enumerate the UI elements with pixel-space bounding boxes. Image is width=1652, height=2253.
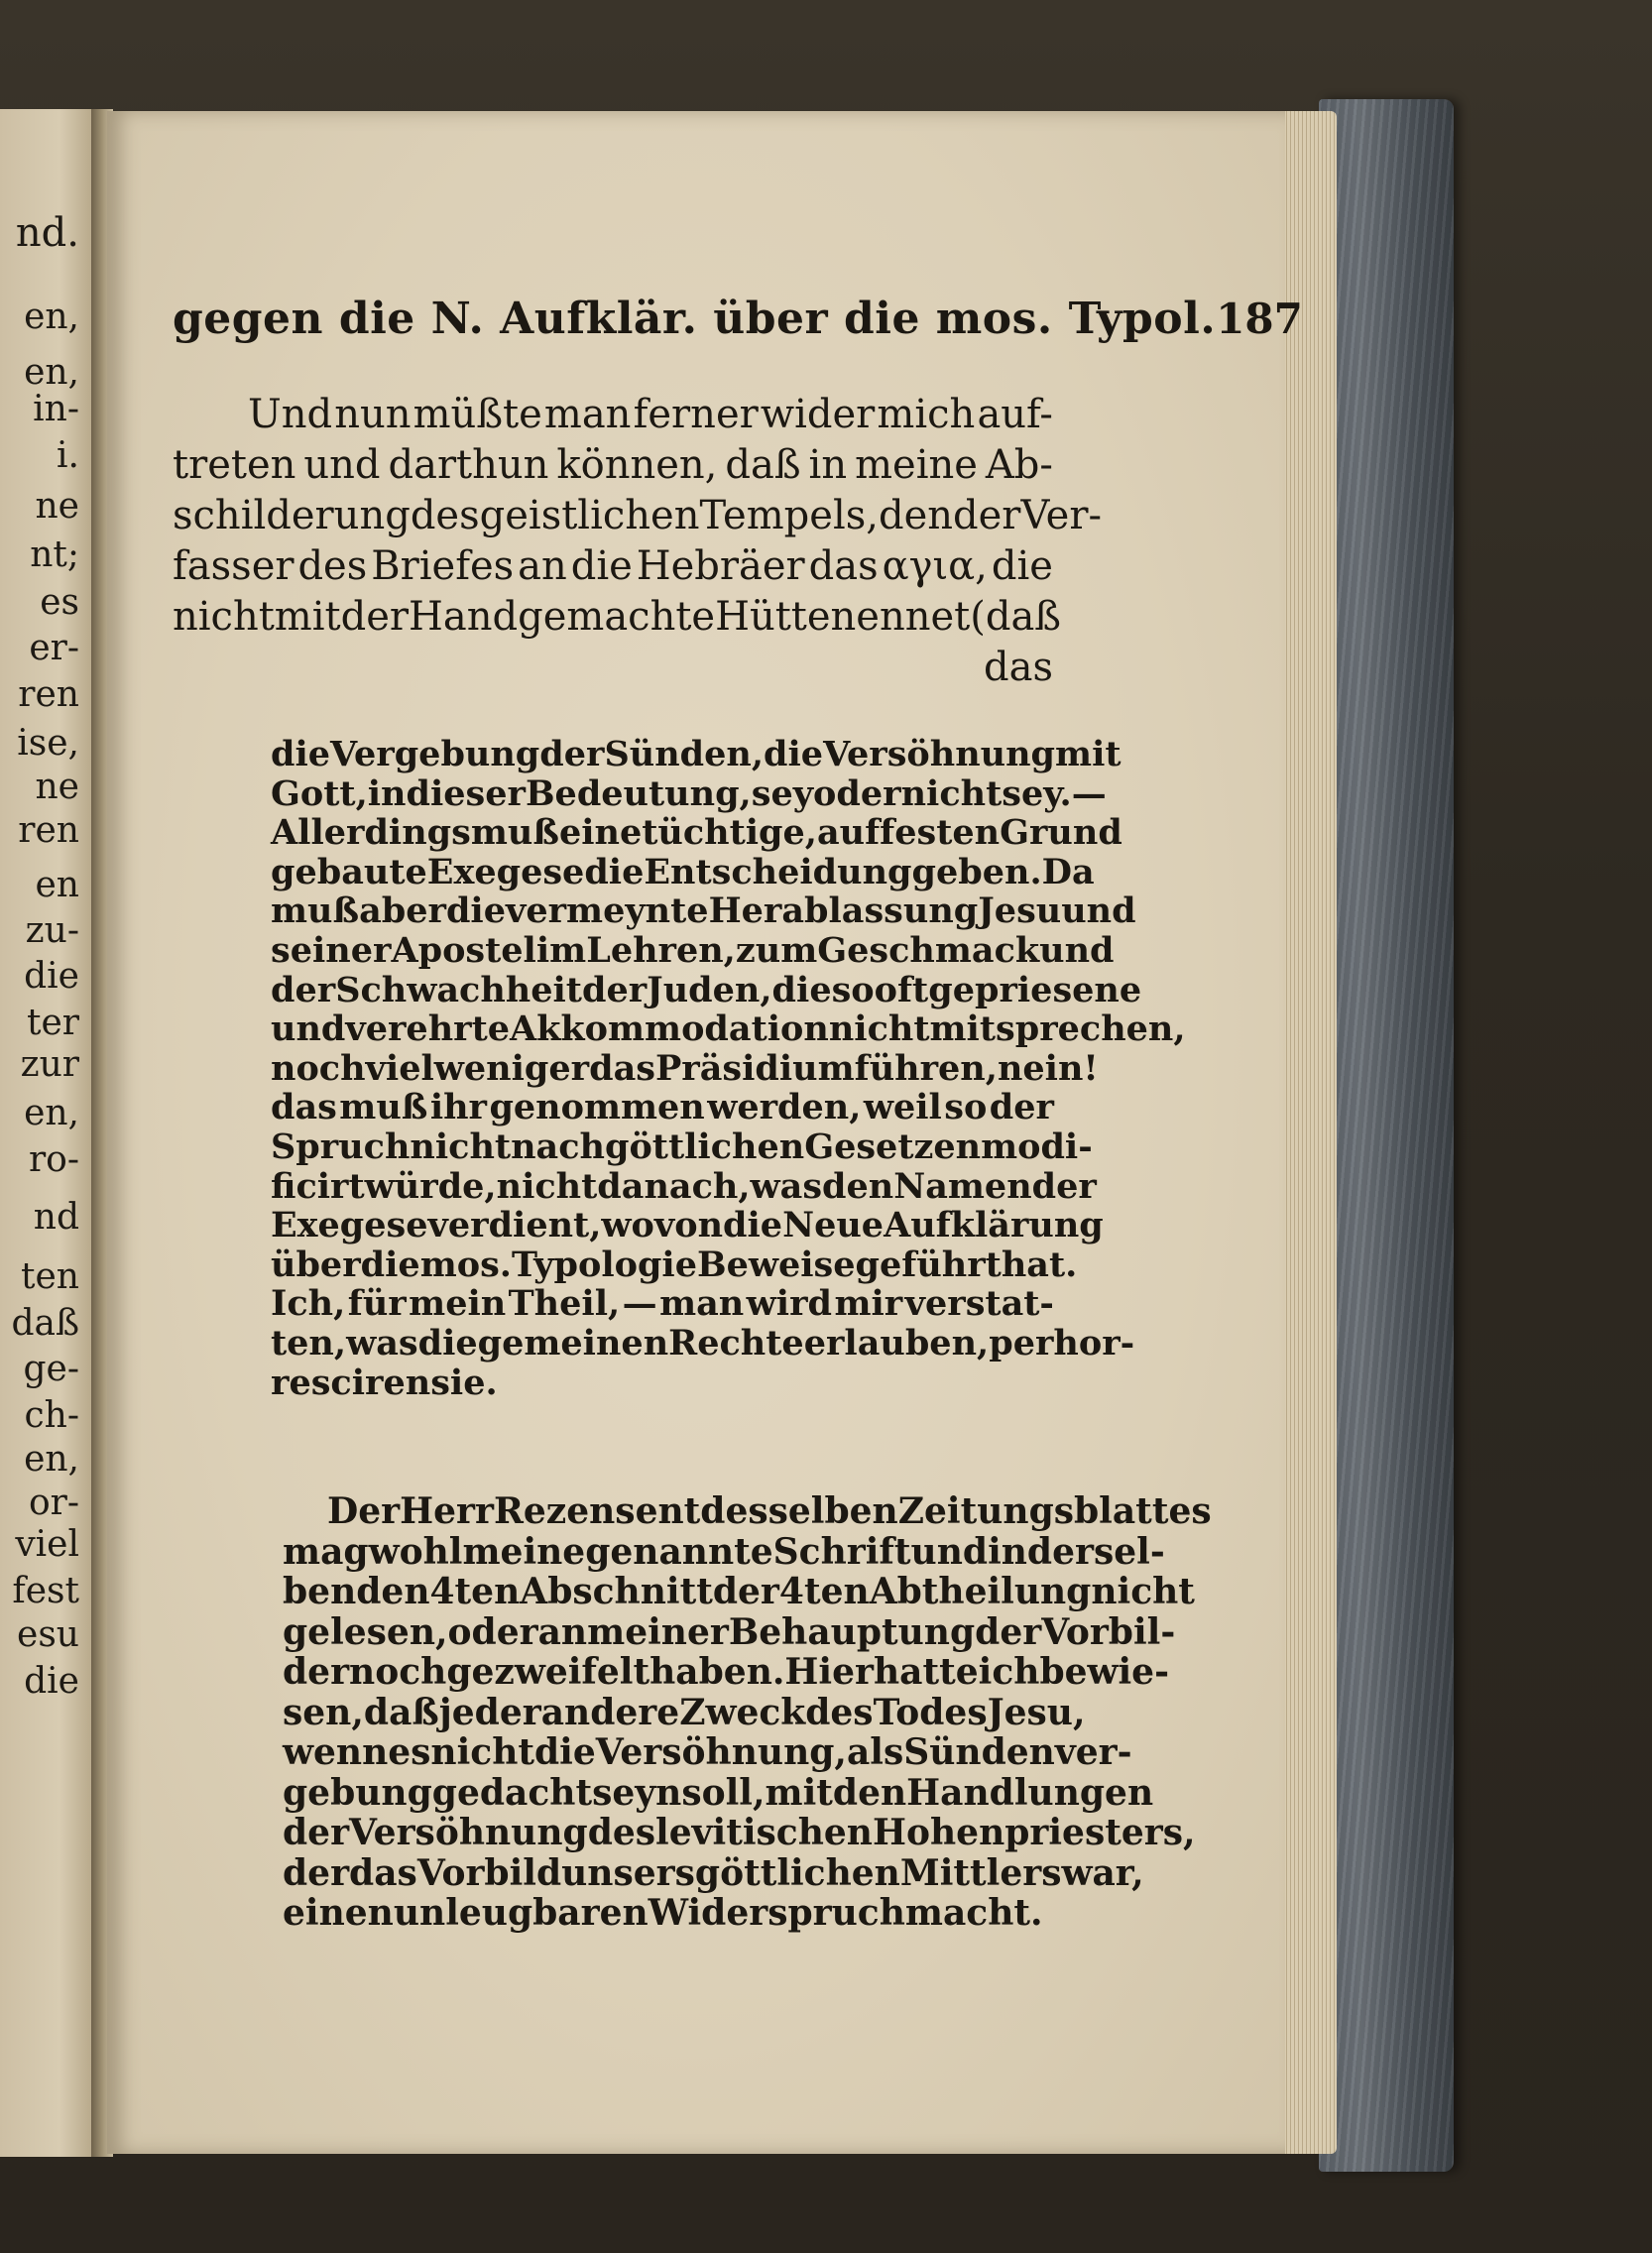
page-header: [173, 294, 1303, 344]
previous-page-fragment: fest: [12, 1571, 79, 1611]
previous-page-fragment: die: [24, 1661, 79, 1702]
footnote-line: Ich, für mein Theil, — man wird mir verstat-: [271, 1283, 1054, 1325]
main-text-line: fasser des Briefes an die Hebräer das αγια, die: [173, 543, 1053, 589]
previous-page-fragment: ro-: [28, 1139, 79, 1180]
footnote-line: über die mos. Typologie Beweise geführt hat.: [271, 1244, 1078, 1285]
previous-page-fragment: nd.: [15, 210, 79, 256]
book-cover-board: [1319, 99, 1454, 2172]
main-text-line: nicht mit der Hand gemachte Hütte nennet (daß: [173, 594, 1062, 640]
previous-page-fragment: i.: [57, 435, 79, 476]
paragraph2-line: der noch gezweifelt haben. Hier hatte ich bewie-: [283, 1651, 1170, 1693]
footnote-line: Allerdings muß eine tüchtige, auf festen Grund: [271, 812, 1122, 854]
previous-page-fragment: ch-: [24, 1395, 79, 1436]
paragraph2-line: ben den 4ten Abschnitt der 4ten Abtheilung nicht: [283, 1571, 1195, 1612]
footnote-line: muß aber die vermeynte Herablassung Jesu und: [271, 890, 1136, 932]
paragraph2-line: Der Herr Rezensent desselben Zeitungsblattes: [327, 1490, 1212, 1532]
previous-page-fragment: en,: [24, 1439, 79, 1480]
footnote-line: ficirt würde, nicht danach, was den Namen der: [271, 1165, 1097, 1207]
previous-page-fragment: en,: [24, 1093, 79, 1133]
footnote-line: ten, was die gemeinen Rechte erlauben, perhor-: [271, 1323, 1135, 1364]
running-head: gegen die N. Aufklär. über die mos. Typol.: [173, 294, 1217, 344]
previous-page-fragment: ne: [35, 767, 79, 807]
page-number: 187: [1216, 295, 1303, 343]
main-text-line: treten und darthun können, daß in meine Ab-: [173, 442, 1053, 488]
paragraph2-line: sen, daß jeder andere Zweck des Todes Jesu,: [283, 1691, 1086, 1733]
previous-page-fragment: ter: [27, 1003, 79, 1043]
previous-page-fragment: die: [24, 956, 79, 997]
previous-page-fragment: ne: [35, 486, 79, 527]
previous-page-fragment: ren: [18, 810, 79, 851]
previous-page-fragment: en,: [24, 352, 79, 393]
paragraph2-line: mag wohl meine genannte Schrift und in dersel-: [283, 1530, 1165, 1573]
previous-page-fragment: ge-: [23, 1349, 79, 1389]
paragraph2-line: der das Vorbild unsers göttlichen Mittlers war,: [283, 1851, 1144, 1894]
previous-page-fragment: ise,: [17, 723, 79, 764]
footnote-line: seiner Apostel im Lehren, zum Geschmack und: [271, 930, 1115, 971]
previous-page: [0, 109, 99, 2157]
footnote-line: das muß ihr genommen werden, weil so der: [271, 1087, 1054, 1128]
footnote-line: Gott, in dieser Bedeutung, sey oder nicht sey. —: [271, 772, 1107, 814]
footnote-line: noch viel weniger das Präsidium führen, nein!: [271, 1047, 1099, 1089]
previous-page-fragment: or-: [28, 1482, 79, 1523]
paragraph2-line: gebung gedacht seyn soll, mit den Handlungen: [283, 1771, 1154, 1814]
main-text-line: Und nun müßte man ferner wider mich auf-: [248, 392, 1053, 437]
previous-page-fragment: in-: [33, 389, 79, 429]
previous-page-fragment: zur: [20, 1044, 79, 1085]
footnote-line: Exegese verdient, wovon die Neue Aufklärung: [271, 1205, 1104, 1246]
previous-page-fragment: nt;: [30, 534, 79, 575]
paragraph2-line: einen unleugbaren Widerspruch macht.: [283, 1892, 1043, 1934]
footnote-line: resciren sie.: [271, 1362, 498, 1403]
previous-page-fragment: ren: [18, 674, 79, 715]
paragraph2-line: wenn es nicht die Versöhnung, als Sündenver-: [283, 1731, 1132, 1773]
previous-page-fragment: zu-: [25, 910, 79, 951]
previous-page-fragment: daß: [11, 1303, 79, 1344]
footnote-line: die Vergebung der Sünden, die Versöhnung mit: [271, 734, 1121, 774]
footnote-line: gebaute Exegese die Entscheidung geben. Da: [271, 851, 1095, 892]
previous-page-fragment: er-: [29, 628, 79, 668]
main-text-line: das: [984, 645, 1053, 690]
previous-page-fragment: ten: [21, 1256, 79, 1297]
footnote-line: und verehrte Akkommodation nicht mit sprechen,: [271, 1008, 1186, 1050]
footnote-line: der Schwachheit der Juden, die so oft gepriesene: [271, 969, 1142, 1010]
previous-page-fragment: nd: [33, 1197, 79, 1238]
page-edges: [1279, 111, 1337, 2154]
previous-page-fragment: esu: [17, 1614, 79, 1655]
previous-page-fragment: en: [35, 865, 79, 905]
footnote-line: Spruch nicht nach göttlichen Gesetzen modi-: [271, 1126, 1093, 1167]
paragraph2-line: der Versöhnung des levitischen Hohenpriesters,: [283, 1812, 1196, 1853]
previous-page-fragment: es: [40, 582, 79, 623]
paragraph2-line: gelesen, oder an meiner Behauptung der Vorbil-: [283, 1610, 1176, 1653]
previous-page-fragment: en,: [24, 296, 79, 337]
previous-page-fragment: viel: [15, 1524, 79, 1565]
main-text-line: schilderung des geistlichen Tempels, den der Ver-: [173, 493, 1102, 538]
